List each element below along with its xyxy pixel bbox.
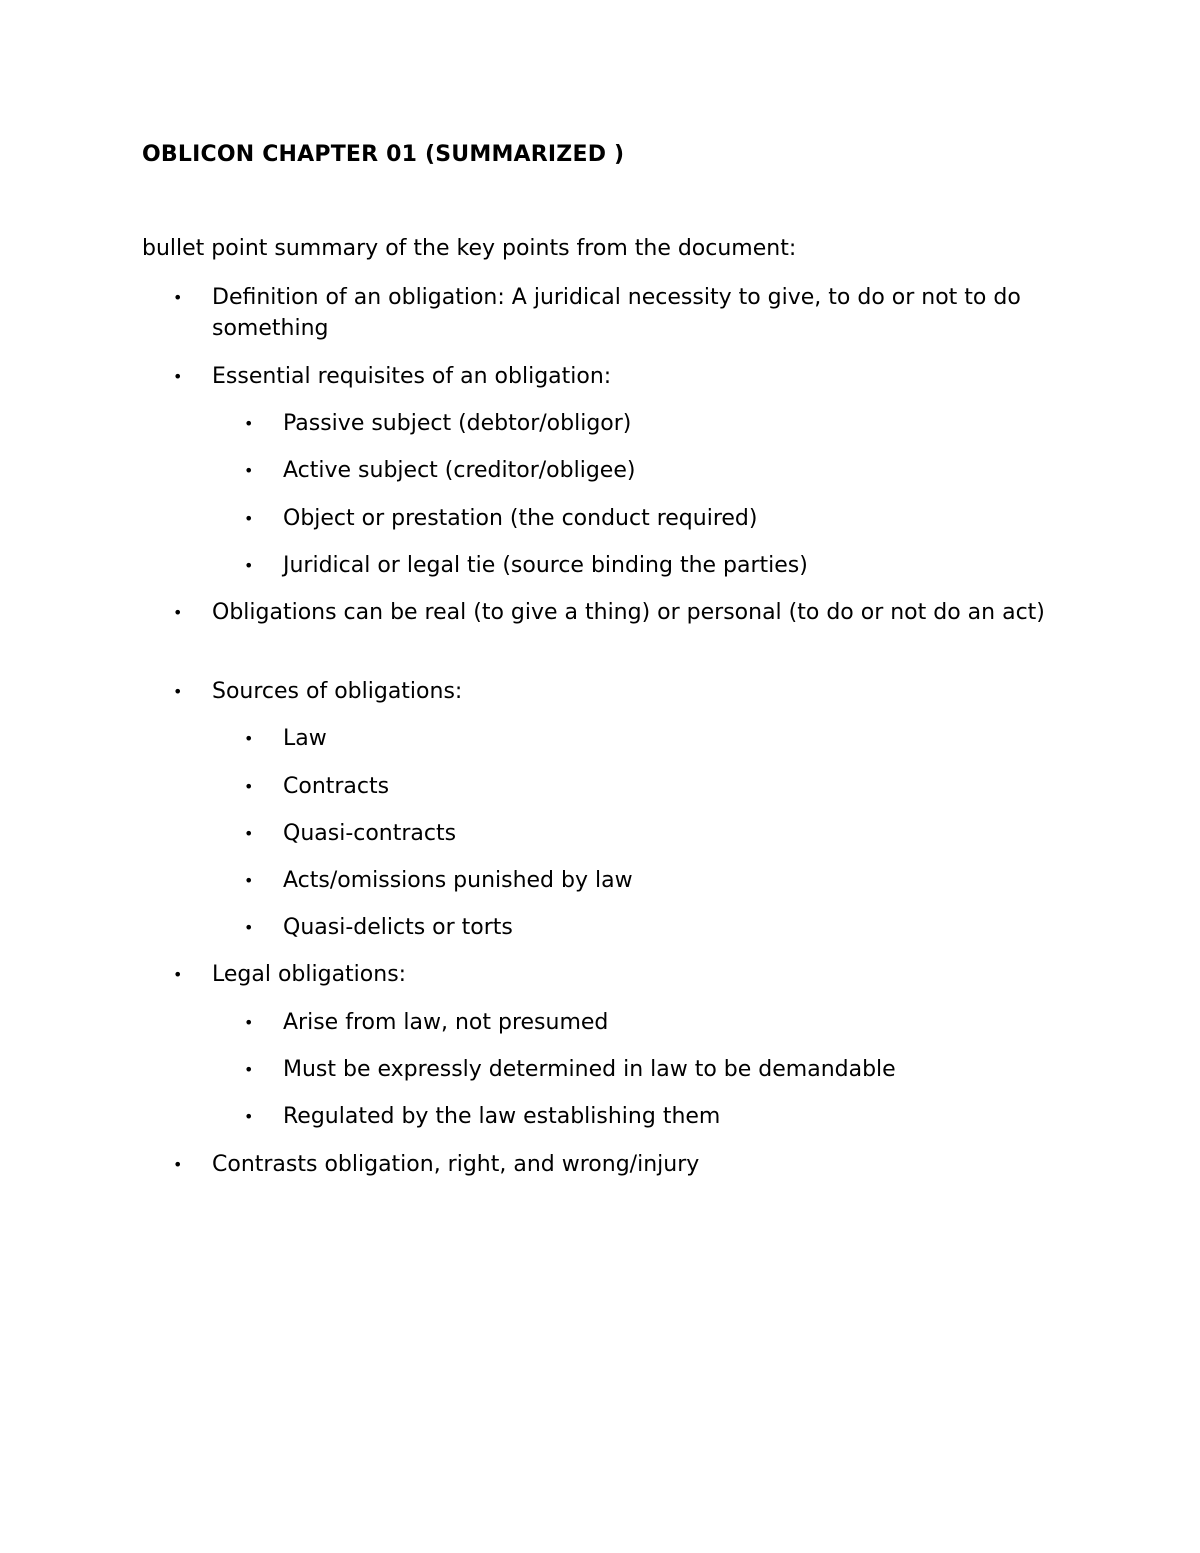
list-item-text: Regulated by the law establishing them [283,1104,721,1129]
list-item-text: Passive subject (debtor/obligor) [283,411,632,436]
bullet-icon: • [244,729,254,748]
bullet-icon: • [173,603,183,622]
list-item [244,550,1083,581]
bullet-icon: • [244,461,254,480]
list-item-text: Must be expressly determined in law to be demandable [283,1057,896,1082]
bullet-icon: • [173,965,183,984]
list-item [173,361,1072,392]
list-item-text: Obligations can be real (to give a thing) or personal (to do or not do an act) [212,600,1045,625]
list-item [244,408,1083,439]
list-item [244,503,1083,534]
bullet-icon: • [244,871,254,890]
bullet-icon: • [244,824,254,843]
list-item-text: Sources of obligations: [212,679,463,704]
list-item-text: Law [283,726,327,751]
bullet-icon: • [173,288,183,307]
bullet-icon: • [173,1155,183,1174]
bullet-icon: • [244,777,254,796]
list-item-text: Definition of an obligation: A juridical necessity to give, to do or not to do something [212,285,1021,341]
list-item [244,1054,1083,1085]
list-item [173,1149,1072,1180]
bullet-icon: • [244,509,254,528]
list-item [244,865,1083,896]
list-item-text: Active subject (creditor/obligee) [283,458,636,483]
list-item-text: Quasi-delicts or torts [283,915,513,940]
list-item [173,676,1072,707]
intro-text: bullet point summary of the key points from the document: [142,236,797,261]
list-item-text: Object or prestation (the conduct required) [283,506,758,531]
bullet-icon: • [244,1107,254,1126]
list-item [244,723,1083,754]
list-item [244,1007,1083,1038]
bullet-icon: • [244,414,254,433]
list-item [173,959,1072,990]
list-item-text: Contrasts obligation, right, and wrong/injury [212,1152,700,1177]
bullet-icon: • [244,556,254,575]
list-item [244,771,1083,802]
list-item-text: Essential requisites of an obligation: [212,364,612,389]
list-item-text: Juridical or legal tie (source binding the parties) [283,553,808,578]
bullet-icon: • [173,682,183,701]
list-item-text: Arise from law, not presumed [283,1010,609,1035]
list-item [173,597,1072,628]
bullet-icon: • [244,1013,254,1032]
list-item [244,818,1083,849]
list-item-text: Contracts [283,774,390,799]
bullet-icon: • [244,918,254,937]
bullet-icon: • [173,367,183,386]
list-item [244,1101,1083,1132]
list-item [173,282,1072,344]
list-item [244,912,1083,943]
list-item-text: Quasi-contracts [283,821,457,846]
document-title: OBLICON CHAPTER 01 (SUMMARIZED ) [142,142,625,167]
bullet-icon: • [244,1060,254,1079]
list-item [244,455,1083,486]
list-item-text: Legal obligations: [212,962,407,987]
list-item-text: Acts/omissions punished by law [283,868,633,893]
